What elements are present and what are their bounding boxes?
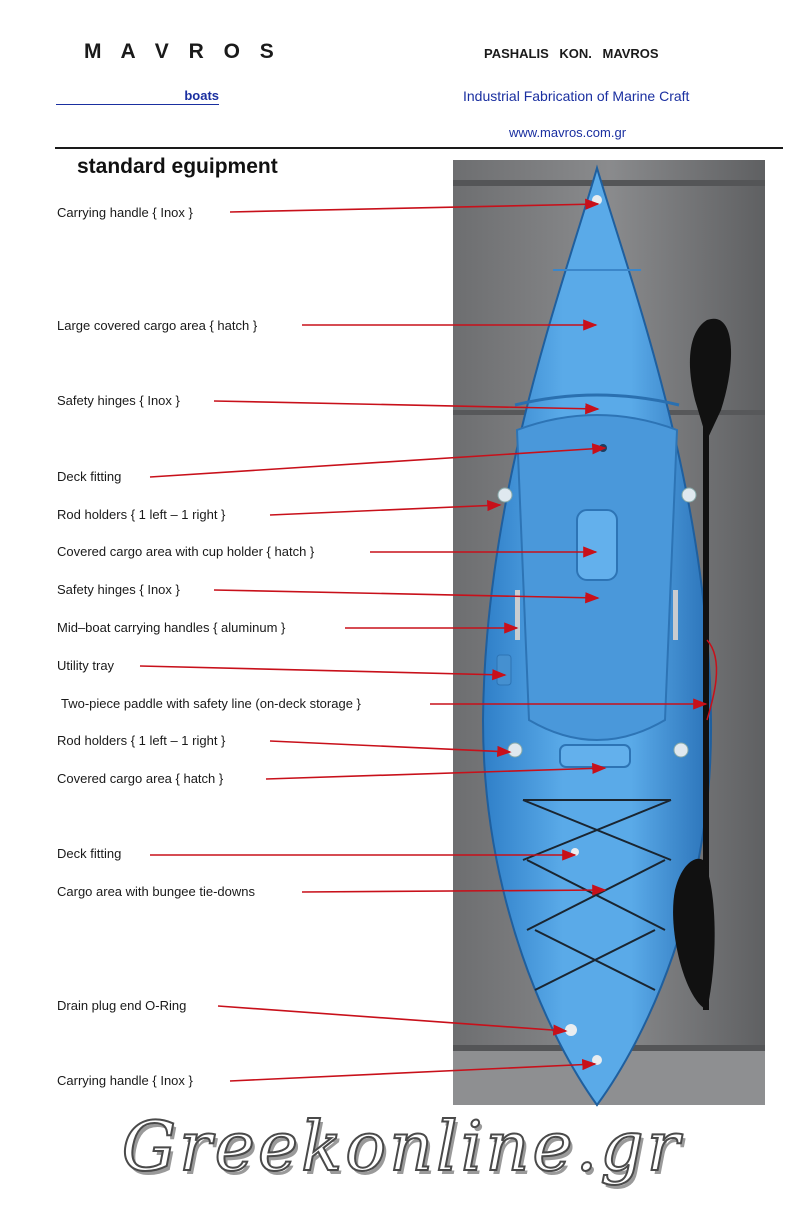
watermark: Greekonline.gr [121, 1108, 683, 1187]
arrow-safety-hinges-1 [214, 401, 598, 409]
label-bungee-cargo-area: Cargo area with bungee tie-downs [57, 884, 256, 899]
label-two-piece-paddle: Two-piece paddle with safety line (on-deck storage } [61, 696, 361, 711]
arrow-safety-hinges-2 [214, 590, 598, 598]
label-safety-hinges-1: Safety hinges { Inox } [57, 393, 180, 408]
label-rod-holders-2: Rod holders { 1 left – 1 right } [57, 733, 226, 748]
arrow-rod-holders-1 [270, 505, 500, 515]
brand-name: M A V R O S [84, 40, 281, 63]
label-drain-plug: Drain plug end O-Ring [57, 998, 187, 1013]
company-name: PASHALIS KON. MAVROS [484, 46, 659, 61]
arrow-rod-holders-2 [270, 741, 510, 752]
label-large-cargo-hatch: Large covered cargo area { hatch } [57, 318, 258, 333]
website-link[interactable]: www.mavros.com.gr [509, 125, 627, 140]
arrow-covered-cargo-hatch [266, 768, 605, 779]
arrow-carrying-handle-bow [230, 204, 598, 212]
label-deck-fitting-2: Deck fitting [57, 846, 122, 861]
arrow-carrying-handle-stern [230, 1064, 595, 1081]
arrow-bungee-cargo-area [302, 890, 605, 892]
arrow-deck-fitting-1 [150, 448, 605, 477]
page-title: standard eguipment [77, 155, 278, 178]
label-cup-holder-hatch: Covered cargo area with cup holder { hatch } [57, 544, 315, 559]
label-mid-boat-handles: Mid–boat carrying handles { aluminum } [57, 620, 286, 635]
arrow-drain-plug [218, 1006, 566, 1031]
label-carrying-handle-bow: Carrying handle { Inox } [57, 205, 193, 220]
label-covered-cargo-hatch: Covered cargo area { hatch } [57, 771, 224, 786]
label-utility-tray: Utility tray [57, 658, 115, 673]
company-tagline: Industrial Fabrication of Marine Craft [463, 88, 690, 104]
label-safety-hinges-2: Safety hinges { Inox } [57, 582, 180, 597]
arrow-utility-tray [140, 666, 505, 675]
label-rod-holders-1: Rod holders { 1 left – 1 right } [57, 507, 226, 522]
label-deck-fitting-1: Deck fitting [57, 469, 122, 484]
label-carrying-handle-stern: Carrying handle { Inox } [57, 1073, 193, 1088]
brand-sub-link[interactable]: boats [56, 88, 219, 105]
